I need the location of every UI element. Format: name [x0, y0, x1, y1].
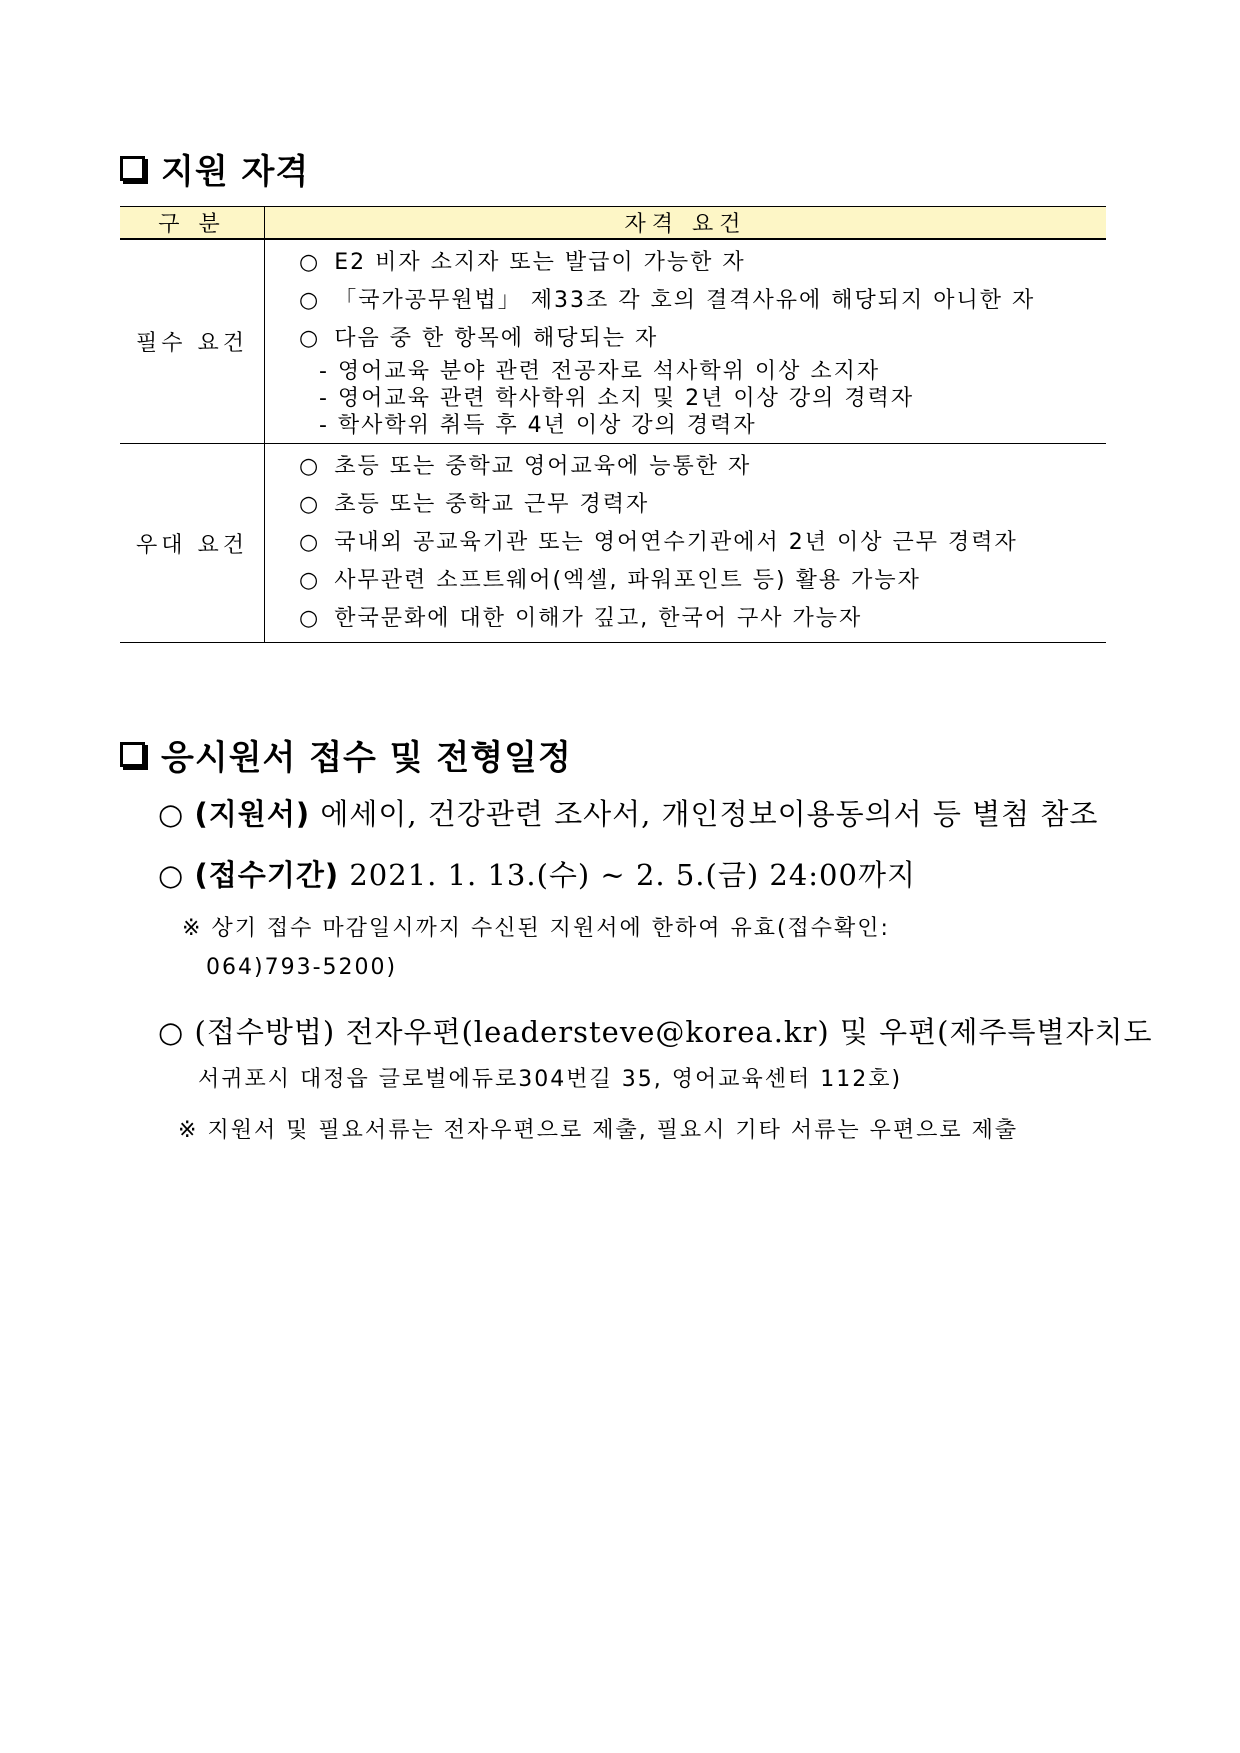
- circle-bullet-icon: ○: [299, 606, 321, 631]
- required-cell: [265, 239, 1107, 444]
- reference-mark-icon: ※: [182, 916, 203, 941]
- list-item: ○ 초등 또는 중학교 근무 경력자: [299, 492, 650, 517]
- list-item: ○ 국내외 공교육기관 또는 영어연수기관에서 2년 이상 근무 경력자: [299, 530, 1018, 555]
- method-note: ※ 지원서 및 필요서류는 전자우편으로 제출, 필요시 기타 서류는 우편으로 제출: [178, 1118, 1019, 1143]
- list-item: ○ 사무관련 소프트웨어(엑셀, 파워포인트 등) 활용 가능자: [299, 568, 921, 593]
- period-note-line1: ※ 상기 접수 마감일시까지 수신된 지원서에 한하여 유효(접수확인:: [182, 916, 890, 941]
- circle-bullet-icon: ○: [299, 250, 321, 275]
- qualifications-heading: [120, 144, 309, 193]
- method-line1: ○ (접수방법) 전자우편(leadersteve@korea.kr) 및 우편(제주특별자치도: [158, 1015, 1153, 1049]
- list-item: ○ 초등 또는 중학교 영어교육에 능통한 자: [299, 454, 752, 479]
- table-header-row: [120, 207, 1106, 240]
- preferred-cell: [265, 444, 1107, 643]
- circle-bullet-icon: ○: [299, 568, 321, 593]
- period-label: (접수기간): [194, 858, 340, 892]
- checkbox-square-icon: [120, 742, 145, 767]
- circle-bullet-icon: ○: [158, 1015, 185, 1049]
- list-item: ○ 한국문화에 대한 이해가 깊고, 한국어 구사 가능자: [299, 606, 863, 631]
- documents-line: [158, 792, 1098, 833]
- qualifications-table: [120, 206, 1106, 643]
- sub-list-item: - 학사학위 취득 후 4년 이상 강의 경력자: [319, 413, 757, 438]
- documents-text: 에세이, 건강관련 조사서, 개인정보이용동의서 등 별첨 참조: [320, 797, 1099, 831]
- documents-label: (지원서): [194, 797, 311, 831]
- category-required: 필수 요건: [120, 239, 265, 444]
- sub-list-item: - 영어교육 관련 학사학위 소지 및 2년 이상 강의 경력자: [319, 386, 915, 411]
- method-line2: 서귀포시 대정읍 글로벌에듀로304번길 35, 영어교육센터 112호): [198, 1067, 903, 1092]
- period-note-line2: 064)793-5200): [206, 955, 398, 980]
- circle-bullet-icon: ○: [299, 492, 321, 517]
- category-preferred: 우대 요건: [120, 444, 265, 643]
- list-item: ○ 「국가공무원법」 제33조 각 호의 결격사유에 해당되지 아니한 자: [299, 288, 1036, 313]
- list-item: ○ 다음 중 한 항목에 해당되는 자: [299, 326, 659, 351]
- header-requirements: 자격 요건: [265, 207, 1107, 240]
- application-heading: [120, 730, 572, 779]
- circle-bullet-icon: ○: [299, 454, 321, 479]
- reference-mark-icon: ※: [178, 1118, 199, 1143]
- list-item: ○ E2 비자 소지자 또는 발급이 가능한 자: [299, 250, 746, 275]
- method-label: (접수방법): [194, 1015, 336, 1049]
- sub-list-item: - 영어교육 분야 관련 전공자로 석사학위 이상 소지자: [319, 359, 881, 384]
- circle-bullet-icon: ○: [158, 858, 185, 892]
- period-line: [158, 853, 916, 894]
- circle-bullet-icon: ○: [299, 326, 321, 351]
- qualifications-heading-text: 지원 자격: [161, 152, 310, 192]
- checkbox-square-icon: [120, 156, 145, 181]
- header-category: 구 분: [120, 207, 265, 240]
- period-text: 2021. 1. 13.(수) ~ 2. 5.(금) 24:00까지: [349, 858, 916, 892]
- circle-bullet-icon: ○: [158, 797, 185, 831]
- circle-bullet-icon: ○: [299, 288, 321, 313]
- circle-bullet-icon: ○: [299, 530, 321, 555]
- application-heading-text: 응시원서 접수 및 전형일정: [161, 738, 572, 778]
- table-row-required: [120, 239, 1106, 444]
- table-row-preferred: [120, 444, 1106, 643]
